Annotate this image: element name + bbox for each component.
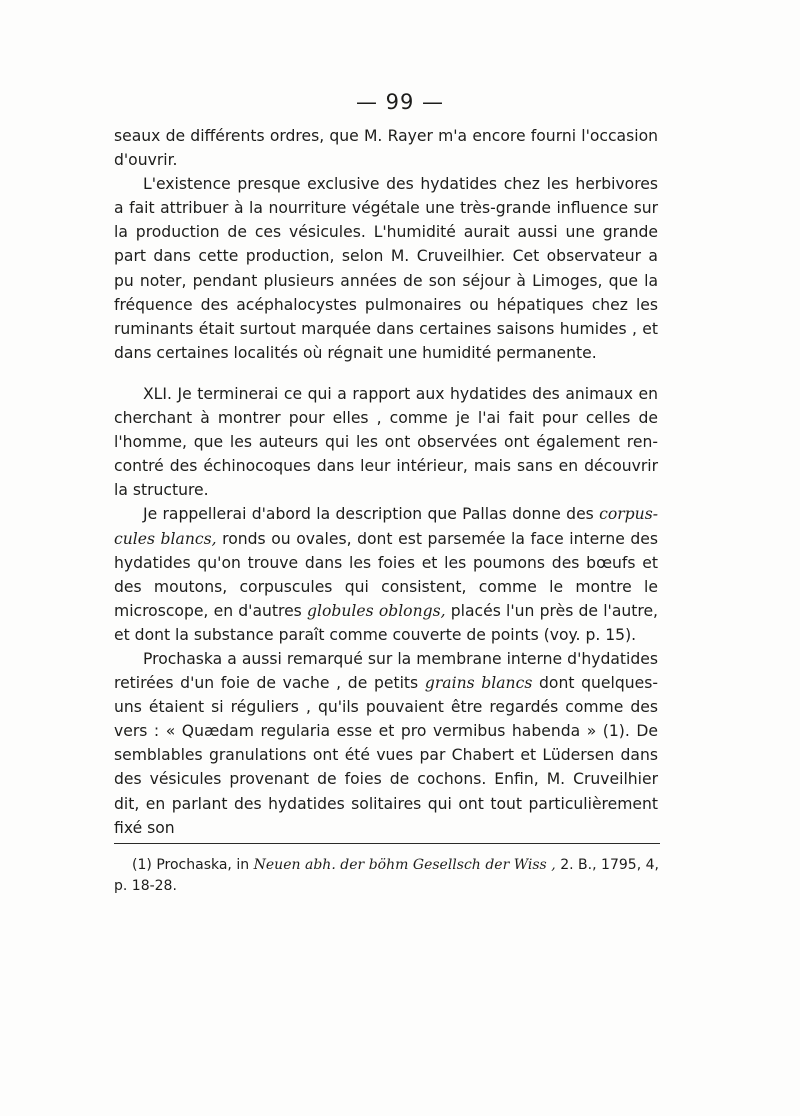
paragraph-humidity: L'existence presque exclusive des hydatides chez les herbivores a fait attribuer à la nourriture végétale une très-grande influence sur la production de ces vésicules. L'humidité aurait aussi une grande part dans cette production, selon M. Cruveilhier. Cet observateur a pu noter, pendant plusieurs années de son séjour à Limoges, que la fréquence des acéphalocystes pulmonaires ou hépatiques chez les ruminants était surtout marquée dans certaines saisons humides , et dans certaines localités où régnait une humidité permanente. (114, 175, 658, 362)
pallas-italic-1: corpuscules blancs, (114, 505, 658, 548)
body-text (114, 124, 658, 840)
paragraph-pallas (114, 502, 658, 647)
pallas-text-1: Je rappellerai d'abord la description que Pallas donne des (143, 505, 600, 524)
pallas-text-3: placés l'un près de l'autre, et dont la substance paraît comme couverte de points (voy. p. 15). (114, 601, 659, 644)
page-number: — 99 — (355, 90, 445, 114)
footnote-part-1: (1) Prochaska, in (132, 857, 254, 873)
paragraph-prochaska (114, 647, 658, 840)
pallas-italic-2: globules oblongs, (307, 601, 446, 620)
footnote-part-2: 2. B., 1795, 4, p. 18-28. (114, 857, 659, 894)
prochaska-text-1: Prochaska a aussi remarqué sur la membrane interne d'hydatides retirées d'un foie de vache , de petits (114, 649, 658, 693)
prochaska-text-2: dont quelques-uns étaient si réguliers , qu'ils pouvaient être regardés comme des vers : « Quædam regularia esse et pro vermibus habenda » (1). De semblables granulations ont été vues par Chabert et Lüdersen dans des vésicules provenant de foies de cochons. Enfin, M. Cruveilhier dit, en parlant des hydatides solitaires qui ont tout particulièrement fixé son (114, 674, 658, 837)
footnote-italic: Neuen abh. der böhm Gesellsch der Wiss , (253, 857, 556, 873)
paragraph-section-xli: XLI. Je terminerai ce qui a rapport aux hydatides des animaux en cherchant à montrer pour elles , comme je l'ai fait pour celles de l'homme, que les auteurs qui les ont observées ont également rencontré des échinocoques dans leur intérieur, mais sans en découvrir la structure. (114, 384, 658, 500)
footnote (114, 855, 659, 897)
prochaska-italic-1: grains blancs (424, 674, 533, 693)
footnote-text (114, 855, 659, 897)
paragraph-continuation: seaux de différents ordres, que M. Rayer m'a encore fourni l'occasion d'ouvrir. (114, 127, 658, 170)
footnote-divider (114, 843, 660, 844)
pallas-text-2: ronds ou ovales, dont est parsemée la face interne des hydatides qu'on trouve dans les foies et les poumons des bœufs et des moutons, corpuscules qui consistent, comme le montre le microscope, en d'autres (114, 529, 658, 620)
